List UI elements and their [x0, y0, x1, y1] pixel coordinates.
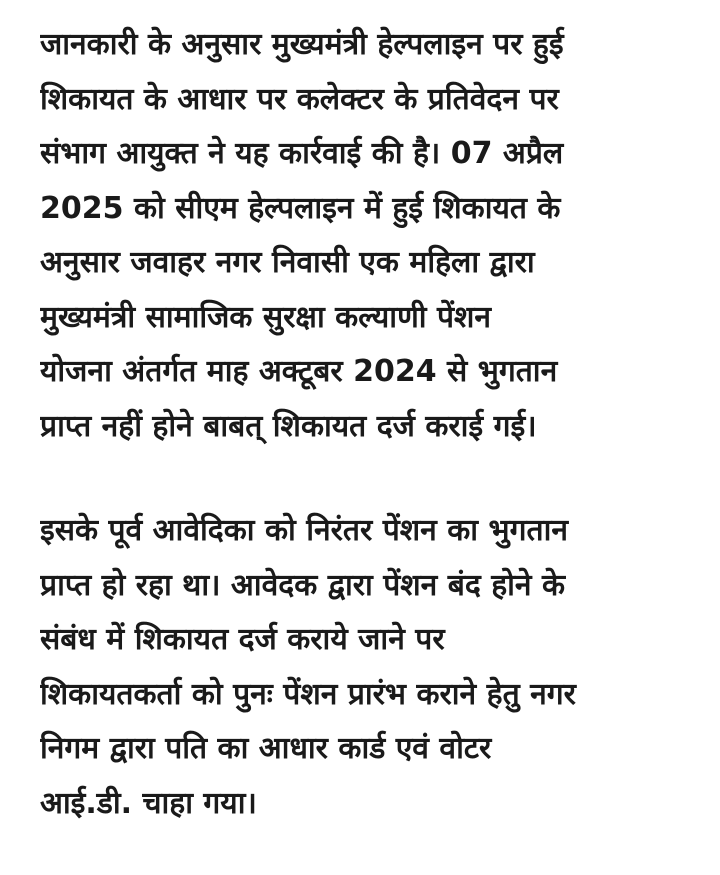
- text-line: योजना अंतर्गत माह अक्टूबर 2024 से भुगतान: [40, 354, 558, 389]
- paragraph-1: [40, 18, 704, 454]
- text-line: आई.डी. चाहा गया।: [40, 785, 257, 821]
- text-line: प्राप्त नहीं होने बाबत् शिकायत दर्ज कराई गई।: [40, 408, 537, 444]
- text-line: 2025 को सीएम हेल्पलाइन में हुई शिकायत के: [40, 190, 561, 226]
- text-line: मुख्यमंत्री सामाजिक सुरक्षा कल्याणी पेंशन: [40, 299, 492, 335]
- text-line: शिकायतकर्ता को पुनः पेंशन प्रारंभ कराने हेतु नगर: [40, 676, 576, 712]
- paragraph-2: [40, 504, 704, 831]
- text-line: निगम द्वारा पति का आधार कार्ड एवं वोटर: [40, 731, 492, 766]
- text-line: संबंध में शिकायत दर्ज कराये जाने पर: [40, 622, 445, 657]
- article-body: [40, 18, 704, 831]
- text-line: प्राप्त हो रहा था। आवेदक द्वारा पेंशन बंद होने के: [40, 567, 566, 603]
- text-line: अनुसार जवाहर नगर निवासी एक महिला द्वारा: [40, 245, 535, 280]
- text-line: जानकारी के अनुसार मुख्यमंत्री हेल्पलाइन पर हुई: [40, 27, 564, 62]
- text-line: संभाग आयुक्त ने यह कार्रवाई की है। 07 अप्रैल: [40, 136, 564, 171]
- text-line: शिकायत के आधार पर कलेक्टर के प्रतिवेदन पर: [40, 81, 559, 117]
- text-line: इसके पूर्व आवेदिका को निरंतर पेंशन का भुगतान: [40, 513, 568, 548]
